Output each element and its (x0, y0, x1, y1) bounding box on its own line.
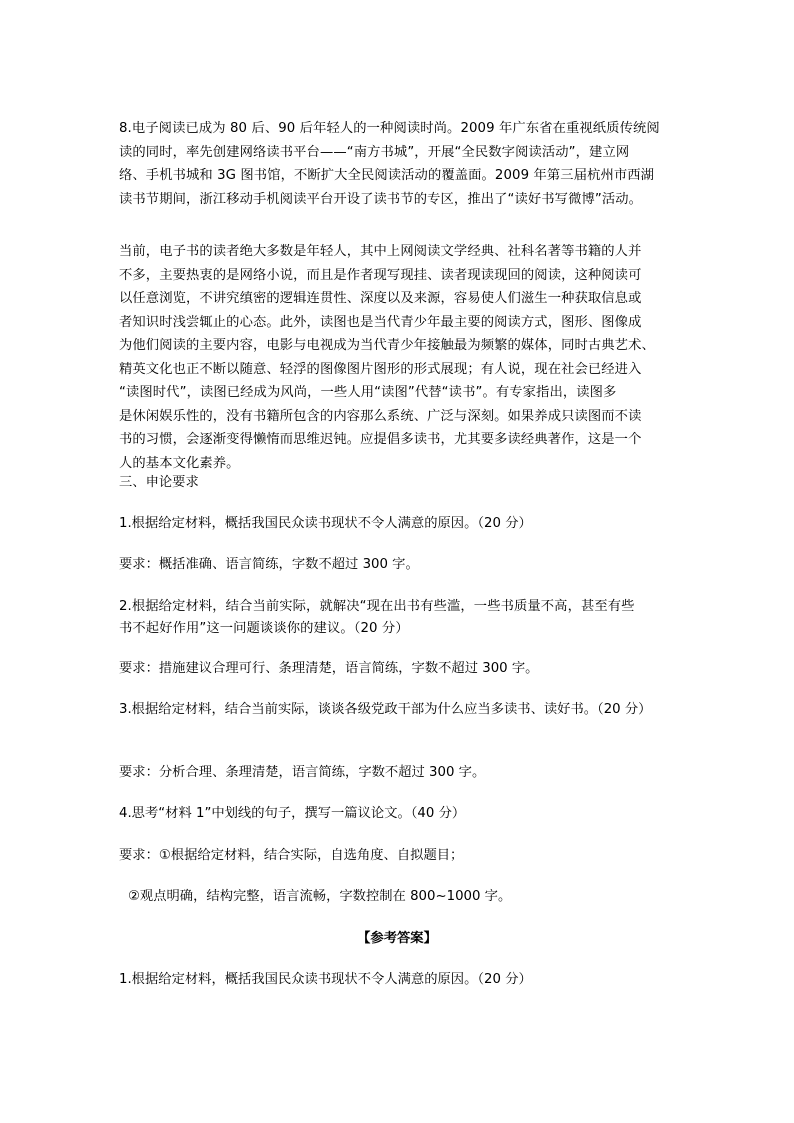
question-2-prompt: 2.根据给定材料，结合当前实际，就解决“现在出书有些滥，一些书质量不高，甚至有些 书不起好作用”这一问题谈谈你的建议。（20 分） (119, 599, 635, 636)
material-8-paragraph: 8.电子阅读已成为 80 后、90 后年轻人的一种阅读时尚。2009 年广东省在重视纸质传统阅 读的同时，率先创建网络读书平台——“南方书城”，开展“全民数字阅读活动”，建立网 络、手机书城和 3G 图书馆，不断扩大全民阅读活动的覆盖面。2009 年第三届杭州市西湖 读书节期间，浙江移动手机阅读平台开设了读书节的专区，推出了“读好书写微博”活动。 (119, 121, 660, 207)
question-3-requirement: 要求：分析合理、条理清楚，语言简练，字数不超过 300 字。 (119, 765, 486, 780)
section-title: 三、申论要求 (119, 475, 199, 490)
question-4-requirement: 要求：①根据给定材料，结合实际，自选角度、自拟题目； (119, 848, 464, 863)
question-4-prompt: 4.思考“材料 1”中划线的句子，撰写一篇议论文。（40 分） (119, 806, 466, 821)
answer-heading: 【参考答案】 (357, 931, 437, 946)
question-2-requirement: 要求：措施建议合理可行、条理清楚，语言简练，字数不超过 300 字。 (119, 661, 539, 676)
question-3-prompt: 3.根据给定材料，结合当前实际，谈谈各级党政干部为什么应当多读书、读好书。（20 分） (119, 702, 652, 717)
question-4-requirement-2: ②观点明确，结构完整，语言流畅，字数控制在 800~1000 字。 (128, 889, 512, 904)
material-reading-paragraph: 当前，电子书的读者绝大多数是年轻人，其中上网阅读文学经典、社科名著等书籍的人并 不多，主要热衷的是网络小说，而且是作者现写现挂、读者现读现回的阅读，这种阅读可 以任意浏览，不讲究缜密的逻辑连贯性、深度以及来源，容易使人们滋生一种获取信息或 者知识时浅尝辄止的心态。此外，读图也是当代青少年最主要的阅读方式，图形、图像成 为他们阅读的主要内容，电影与电视成为当代青少年接触最为频繁的媒体，同时古典艺术、 精英文化也正不断以随意、轻浮的图像图片图形的形式展现；有人说，现在社会已经进入 “读图时代”，读图已经成为风尚，一些人用“读图”代替“读书”。有专家指出，读图多 是休闲娱乐性的，没有书籍所包含的内容那么系统、广泛与深刻。如果养成只读图而不读 书的习惯，会逐渐变得懒惰而思维迟钝。应提倡多读书，尤其要多读经典著作，这是一个 人的基本文化素养。 (119, 244, 655, 471)
question-1-requirement: 要求：概括准确、语言简练，字数不超过 300 字。 (119, 557, 419, 572)
question-1-prompt: 1.根据给定材料，概括我国民众读书现状不令人满意的原因。（20 分） (119, 516, 532, 531)
answer-1-prompt: 1.根据给定材料，概括我国民众读书现状不令人满意的原因。（20 分） (119, 972, 532, 987)
